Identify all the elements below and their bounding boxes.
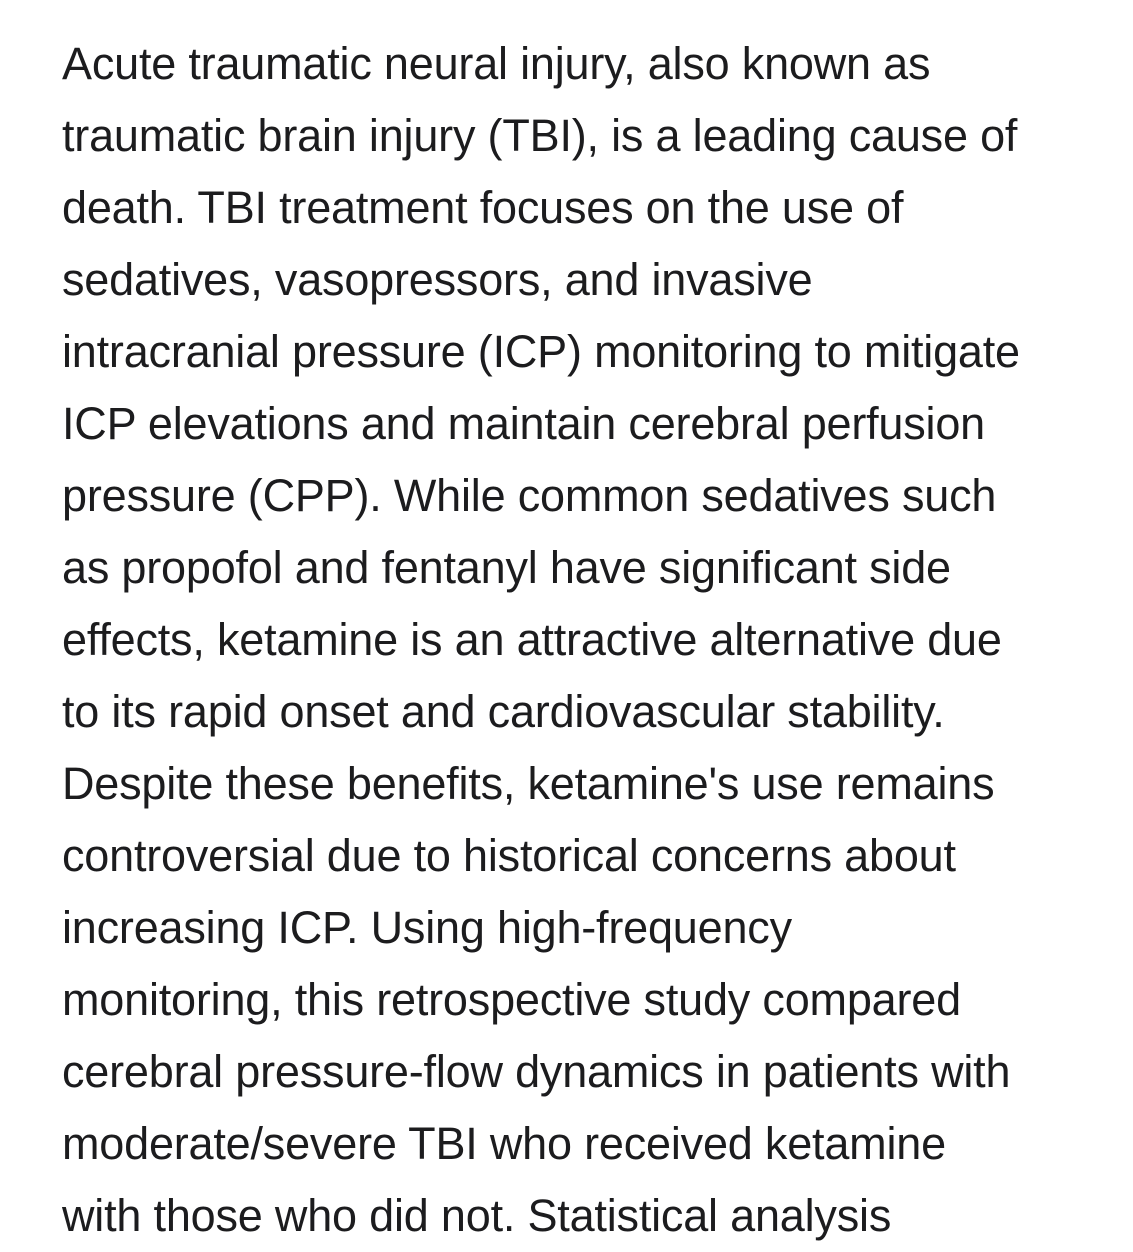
text-line: pressure (CPP). While common sedatives such	[62, 470, 997, 521]
article-body	[62, 28, 1124, 1252]
text-line: ICP elevations and maintain cerebral perfusion	[62, 398, 986, 449]
text-line: traumatic brain injury (TBI), is a leading cause of	[62, 110, 1018, 161]
text-line: monitoring, this retrospective study compared	[62, 974, 961, 1025]
text-line: controversial due to historical concerns about	[62, 830, 956, 881]
text-line: Despite these benefits, ketamine's use remains	[62, 758, 995, 809]
text-line: death. TBI treatment focuses on the use of	[62, 182, 904, 233]
text-line: sedatives, vasopressors, and invasive	[62, 254, 813, 305]
text-line: with those who did not. Statistical analysis	[62, 1190, 892, 1241]
text-line: Acute traumatic neural injury, also known as	[62, 38, 931, 89]
text-line: effects, ketamine is an attractive alternative due	[62, 614, 1002, 665]
text-line: intracranial pressure (ICP) monitoring to mitigate	[62, 326, 1020, 377]
text-line: to its rapid onset and cardiovascular stability.	[62, 686, 945, 737]
text-line: moderate/severe TBI who received ketamine	[62, 1118, 946, 1169]
text-line: increasing ICP. Using high-frequency	[62, 902, 792, 953]
text-line: cerebral pressure-flow dynamics in patients with	[62, 1046, 1011, 1097]
text-line: as propofol and fentanyl have significant side	[62, 542, 951, 593]
